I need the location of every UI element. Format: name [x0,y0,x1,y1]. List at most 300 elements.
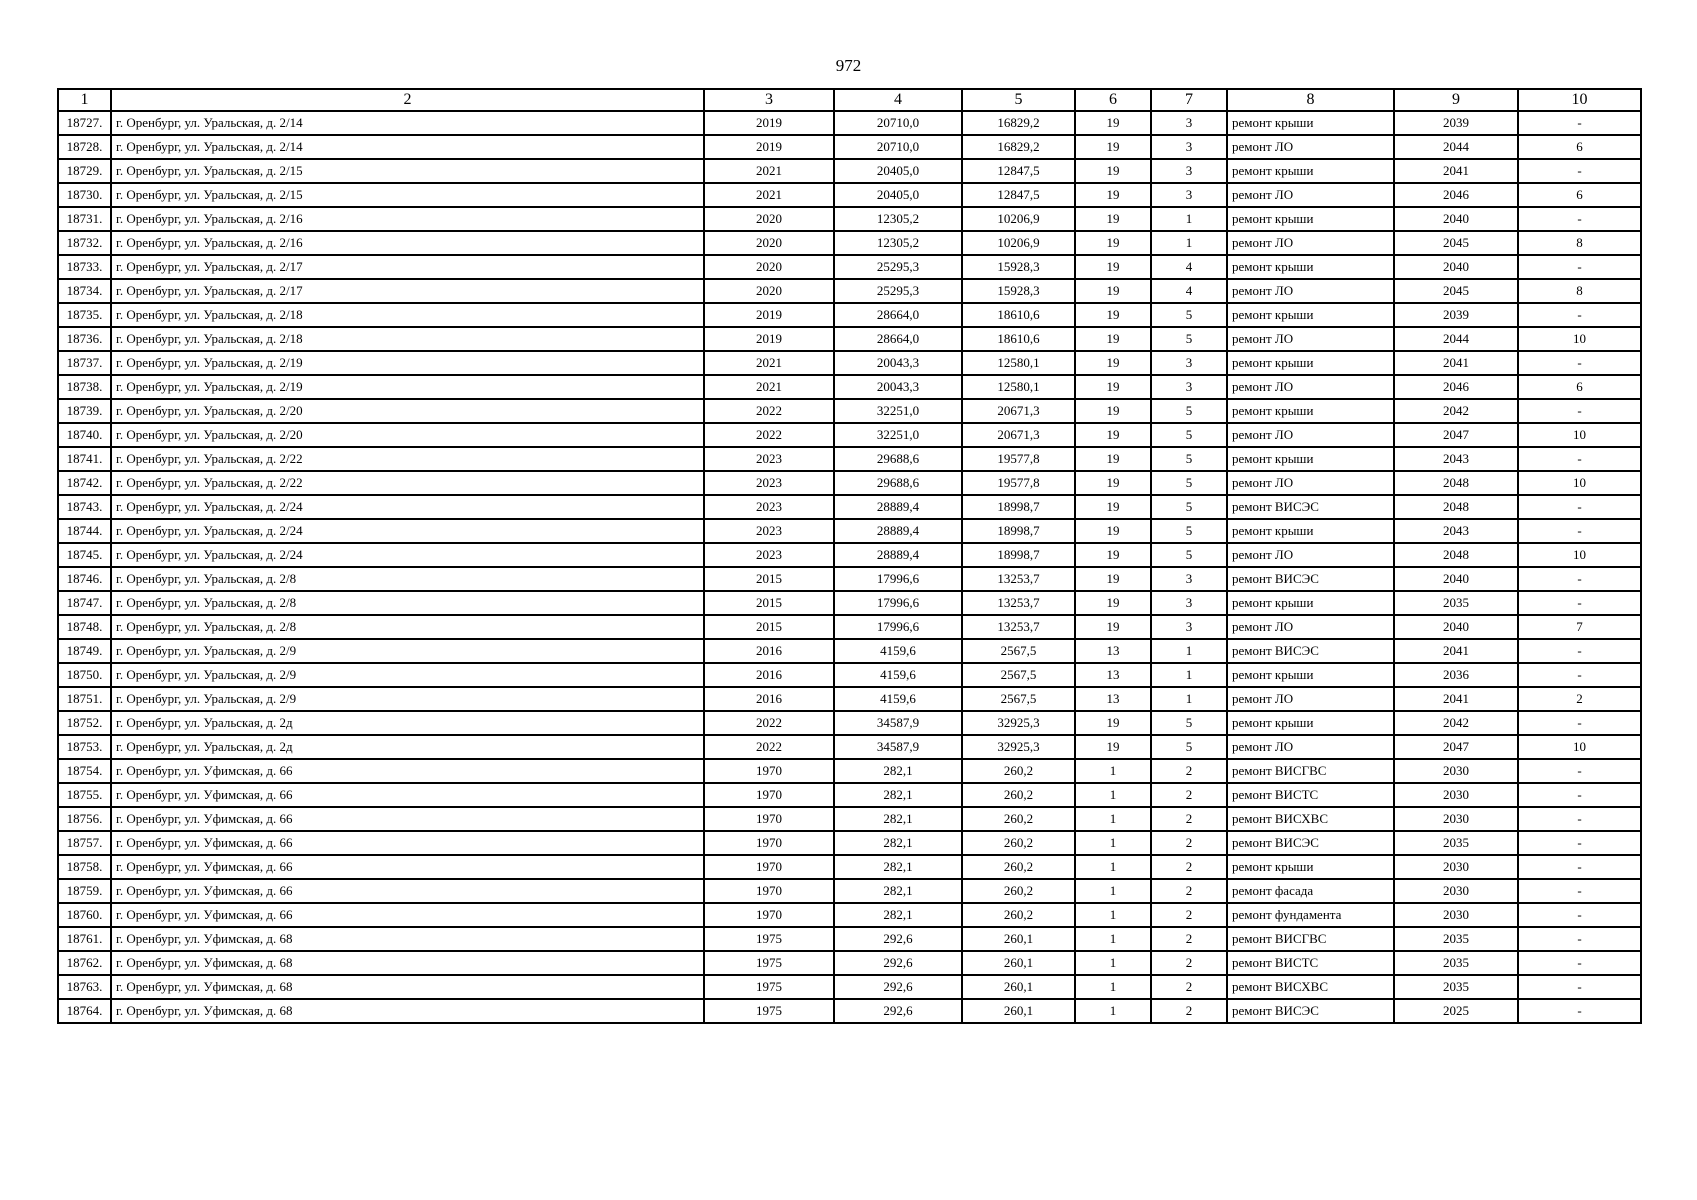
cell-work-type: ремонт крыши [1227,351,1394,375]
cell-planned-year: 2035 [1394,591,1518,615]
cell-floors-or-count: 19 [1075,711,1151,735]
cell-living-area: 260,2 [962,879,1075,903]
cell-row-number: 18759. [58,879,111,903]
cell-floors-or-count: 19 [1075,447,1151,471]
cell-planned-year: 2042 [1394,399,1518,423]
cell-living-area: 260,2 [962,807,1075,831]
cell-row-number: 18742. [58,471,111,495]
cell-planned-year: 2048 [1394,495,1518,519]
cell-floors-or-count: 19 [1075,519,1151,543]
cell-floors-or-count: 19 [1075,615,1151,639]
column-header-9: 9 [1394,89,1518,111]
table-row [58,423,1641,447]
cell-planned-year: 2044 [1394,327,1518,351]
cell-planned-year: 2035 [1394,927,1518,951]
cell-living-area: 10206,9 [962,207,1075,231]
cell-address: г. Оренбург, ул. Уфимская, д. 66 [111,855,704,879]
cell-planned-year: 2040 [1394,207,1518,231]
cell-work-type: ремонт ВИСГВС [1227,759,1394,783]
cell-floors-or-count: 19 [1075,543,1151,567]
cell-work-type: ремонт ЛО [1227,423,1394,447]
cell-living-area: 16829,2 [962,135,1075,159]
cell-work-type: ремонт ВИСГВС [1227,927,1394,951]
cell-total-area: 282,1 [834,759,962,783]
cell-address: г. Оренбург, ул. Уральская, д. 2/9 [111,639,704,663]
cell-work-type: ремонт крыши [1227,255,1394,279]
table-row [58,519,1641,543]
cell-living-area: 19577,8 [962,447,1075,471]
cell-living-area: 260,2 [962,855,1075,879]
cell-work-type: ремонт крыши [1227,399,1394,423]
cell-address: г. Оренбург, ул. Уральская, д. 2/8 [111,567,704,591]
table-row [58,399,1641,423]
cell-floors-or-count: 1 [1075,783,1151,807]
cell-living-area: 260,1 [962,975,1075,999]
cell-work-type: ремонт ЛО [1227,615,1394,639]
cell-entrances: 5 [1151,327,1227,351]
cell-row-number: 18745. [58,543,111,567]
cell-floors-or-count: 19 [1075,423,1151,447]
cell-address: г. Оренбург, ул. Уральская, д. 2/16 [111,207,704,231]
cell-value: - [1518,951,1641,975]
cell-work-type: ремонт ЛО [1227,375,1394,399]
table-row [58,543,1641,567]
cell-work-type: ремонт ВИСТС [1227,951,1394,975]
cell-work-type: ремонт крыши [1227,519,1394,543]
cell-floors-or-count: 1 [1075,855,1151,879]
cell-address: г. Оренбург, ул. Уральская, д. 2/20 [111,399,704,423]
cell-row-number: 18754. [58,759,111,783]
table-row [58,615,1641,639]
cell-floors-or-count: 19 [1075,303,1151,327]
table-row [58,159,1641,183]
column-header-7: 7 [1151,89,1227,111]
cell-row-number: 18747. [58,591,111,615]
cell-row-number: 18758. [58,855,111,879]
cell-address: г. Оренбург, ул. Уральская, д. 2/16 [111,231,704,255]
cell-planned-year: 2048 [1394,471,1518,495]
cell-year: 1975 [704,999,834,1023]
cell-address: г. Оренбург, ул. Уфимская, д. 66 [111,759,704,783]
cell-planned-year: 2030 [1394,855,1518,879]
cell-planned-year: 2030 [1394,879,1518,903]
cell-entrances: 3 [1151,591,1227,615]
cell-total-area: 282,1 [834,783,962,807]
cell-living-area: 20671,3 [962,423,1075,447]
cell-address: г. Оренбург, ул. Уральская, д. 2/14 [111,111,704,135]
cell-total-area: 28664,0 [834,303,962,327]
cell-total-area: 282,1 [834,903,962,927]
cell-planned-year: 2048 [1394,543,1518,567]
cell-living-area: 260,2 [962,903,1075,927]
table-row [58,711,1641,735]
cell-living-area: 18610,6 [962,327,1075,351]
cell-floors-or-count: 19 [1075,183,1151,207]
table-row [58,111,1641,135]
cell-year: 1970 [704,807,834,831]
cell-total-area: 4159,6 [834,663,962,687]
cell-address: г. Оренбург, ул. Уфимская, д. 68 [111,927,704,951]
cell-work-type: ремонт ЛО [1227,183,1394,207]
cell-row-number: 18740. [58,423,111,447]
cell-entrances: 2 [1151,975,1227,999]
cell-entrances: 2 [1151,855,1227,879]
cell-planned-year: 2047 [1394,735,1518,759]
cell-living-area: 13253,7 [962,615,1075,639]
cell-year: 2019 [704,327,834,351]
cell-total-area: 20710,0 [834,135,962,159]
cell-floors-or-count: 19 [1075,375,1151,399]
cell-work-type: ремонт ВИСЭС [1227,567,1394,591]
cell-floors-or-count: 19 [1075,111,1151,135]
cell-work-type: ремонт ВИСХВС [1227,807,1394,831]
cell-planned-year: 2039 [1394,303,1518,327]
cell-value: - [1518,399,1641,423]
cell-total-area: 4159,6 [834,639,962,663]
cell-planned-year: 2030 [1394,807,1518,831]
cell-living-area: 20671,3 [962,399,1075,423]
cell-living-area: 260,2 [962,831,1075,855]
cell-living-area: 12847,5 [962,159,1075,183]
cell-floors-or-count: 19 [1075,495,1151,519]
cell-address: г. Оренбург, ул. Уральская, д. 2/19 [111,351,704,375]
table-row [58,255,1641,279]
column-header-2: 2 [111,89,704,111]
cell-row-number: 18739. [58,399,111,423]
cell-year: 2021 [704,159,834,183]
cell-entrances: 5 [1151,447,1227,471]
cell-living-area: 2567,5 [962,639,1075,663]
cell-total-area: 20043,3 [834,351,962,375]
cell-value: - [1518,855,1641,879]
registry-table [57,88,1642,1024]
table-row [58,831,1641,855]
cell-planned-year: 2044 [1394,135,1518,159]
cell-total-area: 28889,4 [834,519,962,543]
cell-address: г. Оренбург, ул. Уральская, д. 2/8 [111,591,704,615]
cell-year: 2015 [704,615,834,639]
cell-value: - [1518,567,1641,591]
cell-entrances: 2 [1151,903,1227,927]
cell-planned-year: 2043 [1394,519,1518,543]
cell-living-area: 12847,5 [962,183,1075,207]
cell-entrances: 1 [1151,231,1227,255]
cell-row-number: 18736. [58,327,111,351]
cell-floors-or-count: 19 [1075,567,1151,591]
cell-entrances: 3 [1151,111,1227,135]
cell-row-number: 18748. [58,615,111,639]
cell-row-number: 18753. [58,735,111,759]
cell-living-area: 18610,6 [962,303,1075,327]
cell-living-area: 15928,3 [962,279,1075,303]
cell-address: г. Оренбург, ул. Уральская, д. 2/18 [111,303,704,327]
cell-planned-year: 2041 [1394,687,1518,711]
table-row [58,303,1641,327]
cell-total-area: 292,6 [834,951,962,975]
cell-address: г. Оренбург, ул. Уральская, д. 2/8 [111,615,704,639]
cell-row-number: 18757. [58,831,111,855]
cell-address: г. Оренбург, ул. Уральская, д. 2/17 [111,255,704,279]
cell-value: 10 [1518,327,1641,351]
cell-living-area: 12580,1 [962,375,1075,399]
cell-value: - [1518,903,1641,927]
cell-work-type: ремонт крыши [1227,663,1394,687]
cell-floors-or-count: 19 [1075,327,1151,351]
table-row [58,735,1641,759]
cell-row-number: 18743. [58,495,111,519]
cell-total-area: 20043,3 [834,375,962,399]
cell-entrances: 4 [1151,255,1227,279]
cell-address: г. Оренбург, ул. Уфимская, д. 68 [111,951,704,975]
cell-value: - [1518,351,1641,375]
cell-entrances: 2 [1151,807,1227,831]
cell-value: - [1518,207,1641,231]
header-row [58,89,1641,111]
cell-living-area: 18998,7 [962,543,1075,567]
cell-row-number: 18733. [58,255,111,279]
cell-floors-or-count: 13 [1075,663,1151,687]
cell-year: 2021 [704,375,834,399]
cell-living-area: 260,1 [962,927,1075,951]
cell-row-number: 18734. [58,279,111,303]
cell-total-area: 17996,6 [834,615,962,639]
cell-total-area: 32251,0 [834,399,962,423]
cell-value: 7 [1518,615,1641,639]
cell-total-area: 12305,2 [834,207,962,231]
cell-row-number: 18727. [58,111,111,135]
cell-row-number: 18741. [58,447,111,471]
cell-living-area: 19577,8 [962,471,1075,495]
cell-entrances: 2 [1151,879,1227,903]
cell-floors-or-count: 1 [1075,927,1151,951]
cell-work-type: ремонт ВИСЭС [1227,639,1394,663]
cell-living-area: 260,2 [962,783,1075,807]
cell-floors-or-count: 19 [1075,159,1151,183]
cell-value: 10 [1518,423,1641,447]
cell-living-area: 260,2 [962,759,1075,783]
cell-entrances: 4 [1151,279,1227,303]
cell-entrances: 5 [1151,495,1227,519]
cell-work-type: ремонт ВИСТС [1227,783,1394,807]
cell-year: 2022 [704,735,834,759]
cell-value: - [1518,711,1641,735]
cell-year: 1975 [704,927,834,951]
cell-work-type: ремонт ЛО [1227,327,1394,351]
cell-total-area: 28889,4 [834,495,962,519]
column-header-3: 3 [704,89,834,111]
cell-entrances: 1 [1151,207,1227,231]
cell-value: - [1518,519,1641,543]
cell-address: г. Оренбург, ул. Уфимская, д. 68 [111,975,704,999]
cell-entrances: 5 [1151,711,1227,735]
cell-value: 8 [1518,231,1641,255]
cell-address: г. Оренбург, ул. Уфимская, д. 66 [111,831,704,855]
cell-total-area: 292,6 [834,999,962,1023]
cell-row-number: 18751. [58,687,111,711]
cell-value: - [1518,783,1641,807]
cell-row-number: 18729. [58,159,111,183]
table-row [58,207,1641,231]
cell-year: 1970 [704,903,834,927]
cell-address: г. Оренбург, ул. Уфимская, д. 68 [111,999,704,1023]
cell-address: г. Оренбург, ул. Уральская, д. 2/22 [111,471,704,495]
table-row [58,663,1641,687]
cell-row-number: 18756. [58,807,111,831]
cell-entrances: 3 [1151,183,1227,207]
cell-year: 2016 [704,639,834,663]
cell-entrances: 5 [1151,423,1227,447]
cell-entrances: 3 [1151,159,1227,183]
table-row [58,591,1641,615]
cell-living-area: 2567,5 [962,663,1075,687]
cell-row-number: 18735. [58,303,111,327]
cell-planned-year: 2025 [1394,999,1518,1023]
cell-value: - [1518,807,1641,831]
cell-year: 1970 [704,783,834,807]
column-header-5: 5 [962,89,1075,111]
cell-floors-or-count: 1 [1075,951,1151,975]
cell-total-area: 292,6 [834,975,962,999]
cell-row-number: 18738. [58,375,111,399]
cell-work-type: ремонт крыши [1227,159,1394,183]
cell-floors-or-count: 19 [1075,135,1151,159]
cell-year: 1970 [704,831,834,855]
cell-work-type: ремонт крыши [1227,591,1394,615]
cell-value: 8 [1518,279,1641,303]
cell-entrances: 2 [1151,759,1227,783]
cell-row-number: 18764. [58,999,111,1023]
cell-living-area: 260,1 [962,999,1075,1023]
cell-year: 2023 [704,519,834,543]
cell-living-area: 13253,7 [962,567,1075,591]
cell-year: 1970 [704,879,834,903]
cell-row-number: 18746. [58,567,111,591]
cell-floors-or-count: 1 [1075,903,1151,927]
cell-total-area: 28889,4 [834,543,962,567]
cell-row-number: 18750. [58,663,111,687]
cell-planned-year: 2040 [1394,255,1518,279]
cell-address: г. Оренбург, ул. Уральская, д. 2/18 [111,327,704,351]
cell-total-area: 32251,0 [834,423,962,447]
cell-living-area: 12580,1 [962,351,1075,375]
cell-total-area: 25295,3 [834,255,962,279]
table-row [58,495,1641,519]
cell-year: 1975 [704,975,834,999]
cell-total-area: 17996,6 [834,591,962,615]
cell-living-area: 32925,3 [962,711,1075,735]
cell-entrances: 5 [1151,471,1227,495]
cell-total-area: 4159,6 [834,687,962,711]
cell-year: 2015 [704,567,834,591]
cell-planned-year: 2030 [1394,903,1518,927]
cell-planned-year: 2030 [1394,759,1518,783]
cell-entrances: 5 [1151,735,1227,759]
cell-value: - [1518,255,1641,279]
cell-year: 1970 [704,759,834,783]
cell-address: г. Оренбург, ул. Уральская, д. 2/14 [111,135,704,159]
cell-entrances: 3 [1151,135,1227,159]
cell-total-area: 282,1 [834,807,962,831]
cell-planned-year: 2039 [1394,111,1518,135]
cell-year: 2021 [704,183,834,207]
cell-work-type: ремонт ВИСЭС [1227,831,1394,855]
cell-address: г. Оренбург, ул. Уфимская, д. 66 [111,783,704,807]
cell-work-type: ремонт ВИСЭС [1227,999,1394,1023]
cell-entrances: 3 [1151,375,1227,399]
cell-address: г. Оренбург, ул. Уральская, д. 2/19 [111,375,704,399]
cell-year: 1970 [704,855,834,879]
cell-planned-year: 2046 [1394,183,1518,207]
cell-floors-or-count: 1 [1075,807,1151,831]
cell-planned-year: 2047 [1394,423,1518,447]
cell-value: 10 [1518,471,1641,495]
cell-total-area: 20710,0 [834,111,962,135]
column-header-1: 1 [58,89,111,111]
table-row [58,279,1641,303]
table-row [58,687,1641,711]
cell-floors-or-count: 19 [1075,471,1151,495]
cell-row-number: 18760. [58,903,111,927]
table-row [58,783,1641,807]
cell-row-number: 18728. [58,135,111,159]
cell-planned-year: 2045 [1394,231,1518,255]
cell-address: г. Оренбург, ул. Уральская, д. 2/15 [111,159,704,183]
column-header-10: 10 [1518,89,1641,111]
cell-value: 10 [1518,735,1641,759]
cell-value: 10 [1518,543,1641,567]
cell-year: 2020 [704,279,834,303]
table-row [58,951,1641,975]
cell-value: - [1518,927,1641,951]
cell-total-area: 282,1 [834,855,962,879]
cell-planned-year: 2040 [1394,567,1518,591]
table-row [58,807,1641,831]
table-row [58,927,1641,951]
table-row [58,975,1641,999]
column-header-4: 4 [834,89,962,111]
cell-floors-or-count: 19 [1075,591,1151,615]
cell-total-area: 29688,6 [834,447,962,471]
cell-entrances: 5 [1151,399,1227,423]
cell-work-type: ремонт фундамента [1227,903,1394,927]
cell-address: г. Оренбург, ул. Уральская, д. 2/22 [111,447,704,471]
cell-value: - [1518,591,1641,615]
table-row [58,327,1641,351]
cell-entrances: 1 [1151,687,1227,711]
cell-living-area: 16829,2 [962,111,1075,135]
cell-address: г. Оренбург, ул. Уральская, д. 2/9 [111,687,704,711]
cell-work-type: ремонт ЛО [1227,471,1394,495]
cell-address: г. Оренбург, ул. Уральская, д. 2/24 [111,519,704,543]
cell-living-area: 13253,7 [962,591,1075,615]
cell-work-type: ремонт крыши [1227,303,1394,327]
cell-planned-year: 2041 [1394,159,1518,183]
page-number: 972 [835,56,862,75]
cell-work-type: ремонт ЛО [1227,135,1394,159]
table-row [58,231,1641,255]
cell-year: 2019 [704,303,834,327]
cell-year: 2019 [704,111,834,135]
cell-year: 2016 [704,663,834,687]
cell-floors-or-count: 1 [1075,975,1151,999]
cell-row-number: 18762. [58,951,111,975]
cell-value: - [1518,447,1641,471]
cell-floors-or-count: 19 [1075,735,1151,759]
table-header [58,89,1641,111]
table-row [58,135,1641,159]
cell-row-number: 18763. [58,975,111,999]
cell-value: - [1518,663,1641,687]
